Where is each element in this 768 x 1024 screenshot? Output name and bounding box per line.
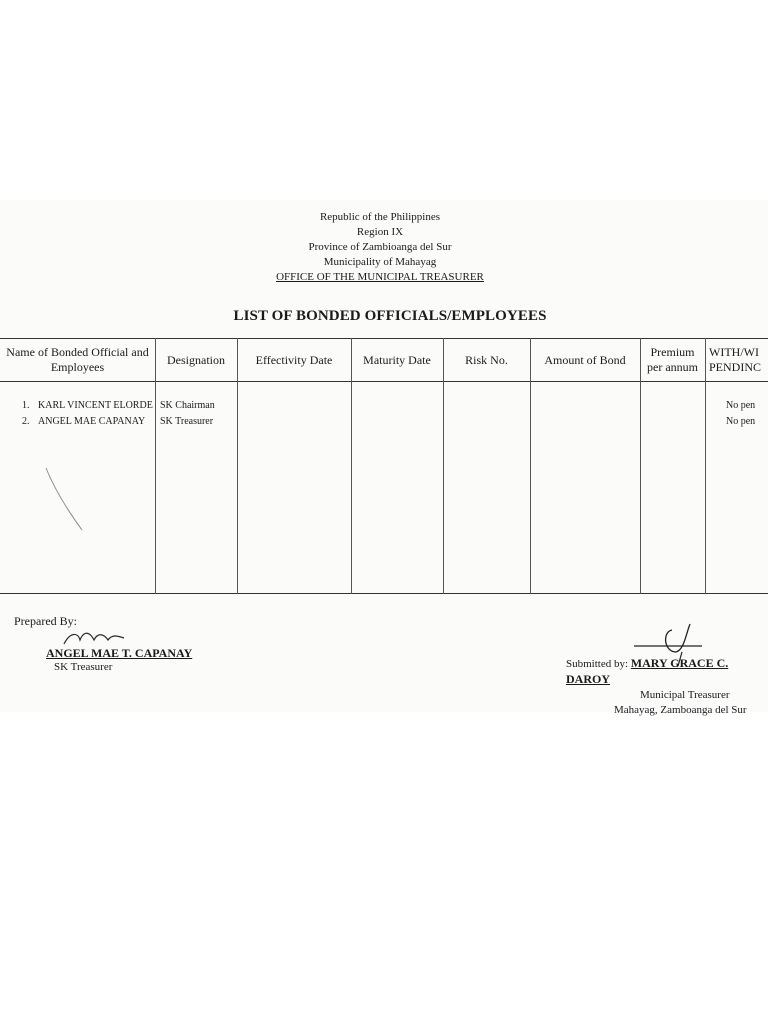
column-header-designation: [155, 338, 237, 382]
column-header-line: Premium: [650, 345, 695, 359]
column-header-line: WITH/WI: [709, 345, 759, 359]
column-header-effectivity-date: [237, 338, 351, 382]
document-title: LIST OF BONDED OFFICIALS/EMPLOYEES: [233, 308, 547, 324]
header-province: Province of Zambioanga del Sur: [308, 241, 452, 253]
submitter-location: Mahayag, Zamboanga del Sur: [614, 704, 747, 716]
column-header-line: Name of Bonded Official and: [6, 345, 149, 359]
bonded-officials-table: [0, 338, 768, 594]
submitter-role: Municipal Treasurer: [640, 689, 730, 701]
column-header-name: [0, 338, 155, 382]
submitted-by-label: Submitted by:: [566, 658, 629, 670]
with-pending-column: [726, 398, 755, 430]
header-region: Region IX: [356, 226, 404, 238]
prepared-by-label: Prepared By:: [14, 614, 77, 628]
header-office: OFFICE OF THE MUNICIPAL TREASURER: [276, 271, 484, 283]
column-header-line: Risk No.: [465, 352, 508, 367]
column-header-maturity-date: [351, 338, 443, 382]
column-header-premium: [640, 338, 705, 382]
table-bottom-border: [0, 593, 768, 594]
pending-value: No pen: [726, 416, 756, 427]
preparer-role: SK Treasurer: [54, 661, 113, 673]
official-name: KARL VINCENT ELORDE: [38, 400, 153, 411]
preparer-name: ANGEL MAE T. CAPANAY: [46, 646, 193, 660]
column-header-line: Amount of Bond: [544, 352, 626, 367]
designation-value: SK Treasurer: [160, 416, 214, 427]
pending-value: No pen: [726, 400, 756, 411]
row-number: 1.: [22, 400, 30, 411]
header-republic: Republic of the Philippines: [319, 211, 441, 223]
table-row: [22, 398, 153, 414]
submitter-name: MARY GRACE C. DAROY: [566, 656, 729, 686]
column-header-with-pending: [705, 338, 768, 382]
pen-mark: [40, 458, 90, 538]
row-number: 2.: [22, 416, 30, 427]
designation-column: [160, 398, 215, 430]
preparer-block: [46, 646, 192, 673]
official-name: ANGEL MAE CAPANAY: [38, 416, 146, 427]
column-header-line: PENDINC: [709, 360, 762, 374]
name-column: [22, 398, 153, 430]
column-header-line: Employees: [50, 360, 105, 374]
table-row: [22, 414, 153, 430]
header-municipality: Municipality of Mahayag: [323, 256, 437, 268]
column-header-line: Designation: [167, 352, 225, 367]
submitter-block: [566, 656, 768, 718]
column-header-line: Maturity Date: [363, 352, 431, 367]
column-header-line: Effectivity Date: [255, 352, 333, 367]
letterhead: [230, 210, 530, 285]
column-header-amount-of-bond: [530, 338, 640, 382]
column-header-risk-no: [443, 338, 530, 382]
designation-value: SK Chairman: [160, 400, 215, 411]
column-header-line: per annum: [647, 360, 698, 374]
